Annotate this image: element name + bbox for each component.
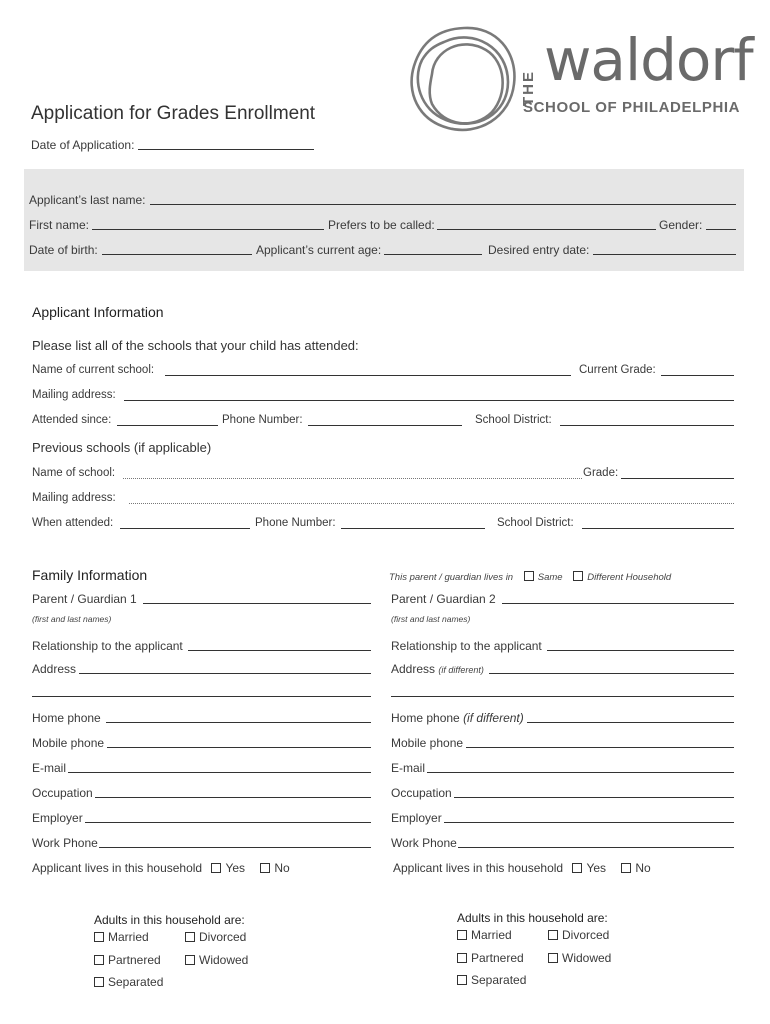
parent2-names-hint: (first and last names)	[391, 614, 471, 624]
parent2-work-phone-label: Work Phone	[391, 836, 457, 850]
prev-mailing-label: Mailing address:	[32, 492, 116, 504]
same-household-option[interactable]: Same	[524, 572, 563, 583]
divorced-checkbox-right[interactable]	[548, 930, 558, 940]
dob-field[interactable]	[102, 254, 252, 255]
prefers-label: Prefers to be called:	[328, 218, 435, 232]
parent1-no-option[interactable]: No	[260, 861, 289, 875]
date-of-application-field[interactable]	[138, 149, 314, 150]
phone-number-label: Phone Number:	[222, 414, 303, 426]
partnered-option-left[interactable]: Partnered	[94, 953, 161, 967]
first-name-label: First name:	[29, 218, 90, 232]
divorced-option-left[interactable]: Divorced	[185, 930, 246, 944]
family-info-heading: Family Information	[32, 567, 148, 583]
separated-option-right[interactable]: Separated	[457, 973, 526, 987]
when-attended-field[interactable]	[120, 528, 250, 529]
attended-since-field[interactable]	[117, 425, 218, 426]
divorced-checkbox-left[interactable]	[185, 932, 195, 942]
parent2-work-phone-field[interactable]	[458, 847, 734, 848]
parent2-employer-field[interactable]	[444, 822, 734, 823]
parent2-home-phone-field[interactable]	[527, 722, 734, 723]
divorced-option-right[interactable]: Divorced	[548, 928, 609, 942]
parent2-email-label: E-mail	[391, 761, 426, 775]
parent1-work-phone-field[interactable]	[99, 847, 371, 848]
parent1-yes-option[interactable]: Yes	[211, 861, 245, 875]
parent1-employer-field[interactable]	[85, 822, 371, 823]
prev-mailing-field[interactable]	[129, 503, 734, 504]
parent1-names-hint: (first and last names)	[32, 614, 112, 624]
attended-since-label: Attended since:	[32, 414, 112, 426]
logo-rings-icon	[404, 22, 522, 140]
parent1-relationship-field[interactable]	[188, 650, 371, 651]
applicant-info-heading: Applicant Information	[32, 304, 164, 320]
widowed-option-left[interactable]: Widowed	[185, 953, 248, 967]
school-district-label: School District:	[475, 414, 552, 426]
logo-school-name: SCHOOL OF PHILADELPHIA	[523, 99, 741, 116]
separated-checkbox-right[interactable]	[457, 975, 467, 985]
parent1-occupation-label: Occupation	[32, 786, 93, 800]
parent1-work-phone-label: Work Phone	[32, 836, 98, 850]
current-school-label: Name of current school:	[32, 364, 155, 376]
logo-wordmark: waldorf	[544, 26, 753, 94]
current-school-field[interactable]	[165, 375, 571, 376]
lives-in-prompt	[389, 571, 671, 583]
parent1-address-label: Address	[32, 662, 77, 676]
parent2-no-checkbox[interactable]	[621, 863, 631, 873]
parent2-address-label: Address (if different)	[391, 662, 484, 676]
gender-field[interactable]	[706, 229, 736, 230]
parent1-occupation-field[interactable]	[95, 797, 371, 798]
widowed-option-right[interactable]: Widowed	[548, 951, 611, 965]
previous-schools-heading: Previous schools (if applicable)	[32, 440, 212, 455]
separated-option-left[interactable]: Separated	[94, 975, 163, 989]
form-title: Application for Grades Enrollment	[31, 103, 316, 124]
prev-school-label: Name of school:	[32, 467, 116, 479]
parent1-home-phone-label: Home phone	[32, 711, 101, 725]
partnered-checkbox-right[interactable]	[457, 953, 467, 963]
lives-in-label: This parent / guardian lives in	[389, 572, 514, 583]
married-option-right[interactable]: Married	[457, 928, 512, 942]
prev-phone-field[interactable]	[341, 528, 485, 529]
different-household-option[interactable]: Different Household	[573, 572, 671, 583]
parent1-name-field[interactable]	[143, 603, 371, 604]
mailing-address-field[interactable]	[124, 400, 734, 401]
partnered-checkbox-left[interactable]	[94, 955, 104, 965]
parent2-yes-checkbox[interactable]	[572, 863, 582, 873]
parent1-email-field[interactable]	[68, 772, 371, 773]
parent2-employer-label: Employer	[391, 811, 442, 825]
parent1-yes-checkbox[interactable]	[211, 863, 221, 873]
married-checkbox-left[interactable]	[94, 932, 104, 942]
parent2-mobile-label: Mobile phone	[391, 736, 464, 750]
entry-date-field[interactable]	[593, 254, 736, 255]
parent2-email-field[interactable]	[427, 772, 734, 773]
current-age-field[interactable]	[384, 254, 482, 255]
prev-grade-field[interactable]	[621, 478, 734, 479]
current-grade-field[interactable]	[661, 375, 734, 376]
adults-heading-left: Adults in this household are:	[94, 913, 245, 927]
prefers-field[interactable]	[437, 229, 656, 230]
parent2-address-field-2[interactable]	[391, 696, 734, 697]
schools-prompt: Please list all of the schools that your child has attended:	[32, 338, 359, 353]
current-grade-label: Current Grade:	[579, 364, 656, 376]
school-district-field[interactable]	[560, 425, 734, 426]
phone-number-field[interactable]	[308, 425, 462, 426]
applicant-last-name-field[interactable]	[150, 204, 736, 205]
entry-date-label: Desired entry date:	[488, 243, 590, 257]
parent1-employer-label: Employer	[32, 811, 83, 825]
parent1-home-phone-field[interactable]	[106, 722, 371, 723]
parent2-address-field[interactable]	[489, 673, 734, 674]
parent1-mobile-field[interactable]	[107, 747, 371, 748]
prev-grade-label: Grade:	[583, 467, 619, 479]
prev-district-field[interactable]	[582, 528, 734, 529]
separated-checkbox-left[interactable]	[94, 977, 104, 987]
parent1-relationship-label: Relationship to the applicant	[32, 639, 183, 653]
same-checkbox[interactable]	[524, 571, 534, 581]
parent1-no-checkbox[interactable]	[260, 863, 270, 873]
when-attended-label: When attended:	[32, 517, 114, 529]
parent2-relationship-field[interactable]	[547, 650, 734, 651]
parent2-name-field[interactable]	[502, 603, 734, 604]
parent2-mobile-field[interactable]	[466, 747, 734, 748]
partnered-option-right[interactable]: Partnered	[457, 951, 524, 965]
prev-school-field[interactable]	[123, 478, 582, 479]
parent1-label: Parent / Guardian 1	[32, 592, 137, 606]
first-name-field[interactable]	[92, 229, 324, 230]
parent2-yes-option[interactable]: Yes	[572, 861, 606, 875]
married-checkbox-right[interactable]	[457, 930, 467, 940]
adults-heading-right: Adults in this household are:	[457, 911, 608, 925]
parent1-mobile-label: Mobile phone	[32, 736, 105, 750]
parent1-lives-household: Applicant lives in this household Yes No	[32, 861, 290, 875]
current-age-label: Applicant’s current age:	[256, 243, 382, 257]
parent2-occupation-label: Occupation	[391, 786, 452, 800]
dob-label: Date of birth:	[29, 243, 98, 257]
gender-label: Gender:	[659, 218, 703, 232]
parent1-email-label: E-mail	[32, 761, 67, 775]
date-of-application-label: Date of Application:	[31, 138, 135, 152]
parent2-home-phone-label: Home phone (if different)	[391, 711, 524, 725]
parent1-address-field[interactable]	[79, 673, 371, 674]
different-checkbox[interactable]	[573, 571, 583, 581]
parent1-address-field-2[interactable]	[32, 696, 371, 697]
widowed-checkbox-right[interactable]	[548, 953, 558, 963]
parent2-occupation-field[interactable]	[454, 797, 734, 798]
mailing-address-label: Mailing address:	[32, 389, 116, 401]
prev-district-label: School District:	[497, 517, 574, 529]
prev-phone-label: Phone Number:	[255, 517, 336, 529]
widowed-checkbox-left[interactable]	[185, 955, 195, 965]
logo-the-vertical: THE	[520, 70, 537, 106]
parent2-relationship-label: Relationship to the applicant	[391, 639, 542, 653]
parent2-no-option[interactable]: No	[621, 861, 650, 875]
applicant-last-name-label: Applicant’s last name:	[29, 193, 146, 207]
parent2-label: Parent / Guardian 2	[391, 592, 496, 606]
parent2-lives-household: Applicant lives in this household Yes No	[393, 861, 651, 875]
married-option-left[interactable]: Married	[94, 930, 149, 944]
